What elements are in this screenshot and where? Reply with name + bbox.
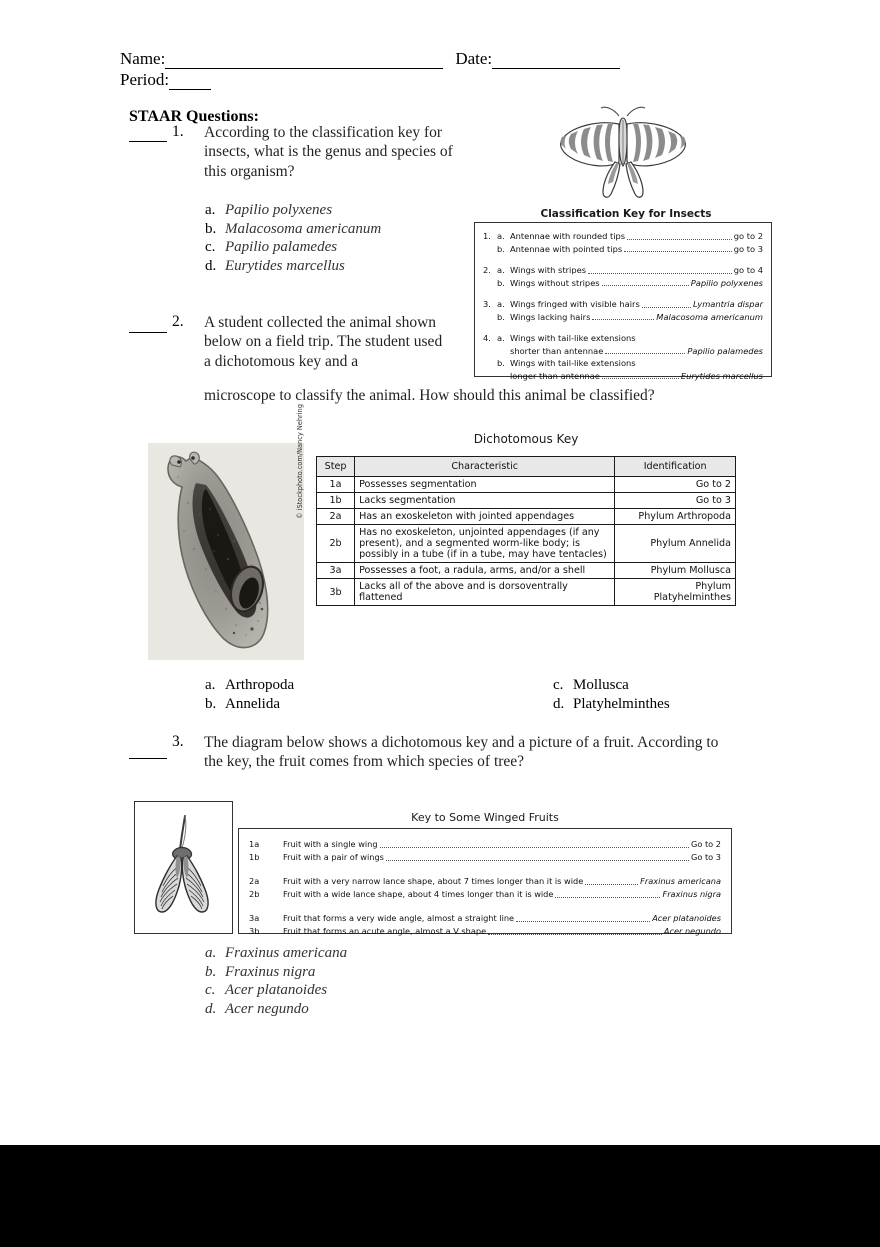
butterfly-illustration — [553, 104, 693, 202]
q3-choice-a[interactable] — [205, 944, 347, 963]
row-identification: Phylum Arthropoda — [615, 509, 736, 525]
row-step: 2a — [317, 509, 355, 525]
fk-g1-a-step: 1a — [249, 839, 260, 849]
fk-g3-b-step: 3b — [249, 926, 260, 936]
q2-choice-c[interactable] — [553, 676, 670, 695]
fk-g3-a-text: Fruit that forms a very wide angle, almost a straight line — [283, 913, 515, 923]
ik-g1-a-result: go to 2 — [733, 231, 763, 241]
table-row — [317, 525, 736, 563]
q1-choice-c-letter: c. — [205, 239, 216, 255]
ik-g2-b-sub: b. — [497, 277, 505, 288]
fk-g2-a-step: 2a — [249, 876, 260, 886]
q2-choice-d-letter: d. — [553, 695, 565, 712]
q3-choice-c-text: Acer platanoides — [225, 982, 328, 998]
fk-g2-a-result: Fraxinus americana — [640, 876, 721, 886]
q3-text: The diagram below shows a dichotomous key and a picture of a fruit. According to the key, the fruit comes from which species of tree? — [204, 734, 719, 771]
q3-choice-d[interactable] — [205, 1000, 347, 1019]
ik-g1-b-result: go to 3 — [733, 243, 763, 254]
q2-choice-b-text: Annelida — [225, 695, 280, 712]
q2-text-full: microscope to classify the animal. How should this animal be classified? — [204, 387, 655, 404]
fruit-key-entry — [249, 838, 721, 851]
q1-choice-b[interactable] — [205, 220, 381, 239]
q2-choices-left — [205, 676, 294, 713]
table-row — [317, 493, 736, 509]
q2-choice-c-text: Mollusca — [573, 677, 629, 693]
q2-number: 2. — [172, 313, 184, 330]
insect-key-entry-cont — [483, 345, 763, 358]
fk-g3-a-result: Acer platanoides — [652, 913, 721, 923]
leader-dots — [627, 231, 732, 240]
insect-key-group-4 — [483, 332, 763, 382]
flatworm-photo-icon — [148, 443, 304, 660]
q3-choices — [205, 944, 347, 1018]
row-identification: Phylum Annelida — [615, 525, 736, 563]
q2-choice-b[interactable] — [205, 695, 294, 714]
leader-dots — [642, 299, 691, 308]
fk-g1-a-result: Go to 2 — [691, 839, 721, 849]
leader-dots — [602, 277, 689, 286]
q3-number: 3. — [172, 733, 184, 750]
ik-g2-num: 2. — [483, 265, 491, 275]
fk-g1-b-result: Go to 3 — [691, 852, 721, 862]
q1-answer-blank[interactable] — [129, 140, 167, 142]
q1-choice-c[interactable] — [205, 238, 381, 257]
fruit-key-title: Key to Some Winged Fruits — [411, 811, 559, 824]
fruit-key-entry — [249, 875, 721, 888]
insect-key-entry — [483, 264, 763, 277]
leader-dots — [592, 311, 654, 320]
row-characteristic: Possesses segmentation — [355, 477, 615, 493]
ik-g4-b-text: Wings with tail-like extensions — [510, 358, 636, 368]
q1-choice-d-letter: d. — [205, 257, 217, 274]
fk-g3-b-text: Fruit that forms an acute angle, almost a V shape — [283, 926, 487, 936]
dichotomous-key-table — [316, 456, 736, 606]
ik-g2-a-sub: a. — [497, 265, 505, 275]
leader-dots — [585, 876, 638, 885]
period-input-line[interactable] — [169, 74, 211, 90]
q1-choice-d-text: Eurytides marcellus — [225, 257, 345, 274]
col-step: Step — [317, 457, 355, 477]
col-characteristic: Characteristic — [355, 457, 615, 477]
q1-choice-a-letter: a. — [205, 202, 216, 218]
q3-answer-blank[interactable] — [129, 757, 167, 759]
name-date-row — [120, 48, 760, 69]
leader-dots — [516, 913, 650, 922]
q1-choice-b-letter: b. — [205, 220, 217, 237]
photo-credit: © iStockphoto.com/Nancy Nehring — [296, 404, 304, 519]
name-input-line[interactable] — [165, 53, 443, 69]
ik-g4-b-cont: longer than antennae — [510, 370, 600, 381]
planarian-micrograph — [148, 443, 304, 660]
insect-key-entry-cont — [483, 370, 763, 383]
period-label: Period: — [120, 70, 170, 89]
q2-text-column: A student collected the animal shown below on a field trip. The student used a dichotomous key and a — [204, 314, 443, 370]
leader-dots — [488, 926, 662, 935]
ik-g3-num: 3. — [483, 299, 491, 309]
date-input-line[interactable] — [492, 53, 620, 69]
period-row — [120, 69, 760, 90]
fk-g1-b-text: Fruit with a pair of wings — [283, 852, 384, 862]
date-label: Date: — [455, 49, 493, 68]
row-characteristic: Possesses a foot, a radula, arms, and/or a shell — [355, 563, 615, 579]
insect-key-group-1 — [483, 230, 763, 255]
leader-dots — [624, 243, 732, 252]
q2-choice-d[interactable] — [553, 695, 670, 714]
q2-choice-a[interactable] — [205, 676, 294, 695]
insect-key-entry — [483, 311, 763, 324]
row-characteristic: Lacks segmentation — [355, 493, 615, 509]
row-identification: Phylum Platyhelminthes — [615, 579, 736, 606]
q2-answer-blank[interactable] — [129, 331, 167, 333]
insect-key-title: Classification Key for Insects — [540, 208, 712, 220]
table-header-row — [317, 457, 736, 477]
q2-choice-c-letter: c. — [553, 677, 564, 693]
row-step: 2b — [317, 525, 355, 563]
q1-text: According to the classification key for insects, what is the genus and species of this organism? — [204, 124, 453, 180]
row-characteristic: Lacks all of the above and is dorsoventrally flattened — [355, 579, 615, 606]
q1-choice-c-text: Papilio palamedes — [225, 239, 338, 255]
leader-dots — [605, 345, 685, 354]
ik-g3-b-text: Wings lacking hairs — [510, 311, 591, 322]
col-identification: Identification — [615, 457, 736, 477]
q2-choice-d-text: Platyhelminthes — [573, 695, 670, 712]
ik-g3-a-result: Lymantria dispar — [692, 299, 763, 309]
ik-g4-a-result: Papilio palamedes — [687, 345, 763, 356]
ik-g1-num: 1. — [483, 231, 491, 241]
q1-choice-b-text: Malacosoma americanum — [225, 220, 382, 237]
ik-g1-a-text: Antennae with rounded tips — [510, 231, 626, 241]
leader-dots — [386, 852, 689, 861]
row-identification: Go to 3 — [615, 493, 736, 509]
insect-key-entry — [483, 357, 763, 370]
row-identification: Phylum Mollusca — [615, 563, 736, 579]
q2-choices-right — [553, 676, 670, 713]
insect-key-entry — [483, 298, 763, 311]
fruit-key-group-2 — [249, 875, 721, 901]
insect-classification-key — [474, 222, 772, 381]
q2-choice-b-letter: b. — [205, 695, 217, 712]
fk-g2-a-text: Fruit with a very narrow lance shape, about 7 times longer than it is wide — [283, 876, 584, 886]
insect-key-group-3 — [483, 298, 763, 323]
row-step: 1b — [317, 493, 355, 509]
q3-choice-d-letter: d. — [205, 1000, 217, 1017]
fk-g3-a-step: 3a — [249, 913, 260, 923]
q3-choice-c-letter: c. — [205, 982, 216, 998]
q1-choices — [205, 201, 381, 275]
q3-choice-a-letter: a. — [205, 945, 217, 961]
ik-g3-a-sub: a. — [497, 299, 505, 309]
table-row — [317, 477, 736, 493]
section-title: STAAR Questions: — [129, 108, 259, 125]
ik-g3-b-result: Malacosoma americanum — [656, 311, 763, 322]
q1-choice-d[interactable] — [205, 257, 381, 276]
leader-dots — [588, 265, 732, 274]
q3-choice-d-text: Acer negundo — [225, 1000, 309, 1017]
ik-g3-a-text: Wings fringed with visible hairs — [510, 299, 640, 309]
q3-choice-c[interactable] — [205, 981, 347, 1000]
ik-g4-num: 4. — [483, 333, 491, 343]
ik-g1-b-sub: b. — [497, 243, 505, 254]
fruit-key-group-3 — [249, 912, 721, 938]
fk-g3-b-result: Acer negundo — [663, 926, 721, 936]
fruit-key-entry — [249, 851, 721, 864]
ik-g2-b-text: Wings without stripes — [510, 277, 600, 288]
page-bottom-band — [0, 1145, 880, 1247]
leader-dots — [380, 839, 689, 848]
q1-choice-a[interactable] — [205, 201, 381, 220]
table-row — [317, 579, 736, 606]
ik-g2-a-text: Wings with stripes — [510, 265, 587, 275]
row-characteristic: Has an exoskeleton with jointed appendages — [355, 509, 615, 525]
q3-choice-a-text: Fraxinus americana — [225, 945, 348, 961]
ik-g1-a-sub: a. — [497, 231, 505, 241]
row-step: 3a — [317, 563, 355, 579]
dichotomous-key-title: Dichotomous Key — [473, 432, 579, 446]
ik-g4-b-result: Eurytides marcellus — [680, 370, 763, 381]
ik-g4-a-text: Wings with tail-like extensions — [510, 333, 636, 343]
insect-key-entry — [483, 243, 763, 256]
samara-fruit-icon — [135, 802, 232, 933]
insect-key-entry — [483, 230, 763, 243]
fk-g1-b-step: 1b — [249, 852, 260, 862]
fk-g2-b-text: Fruit with a wide lance shape, about 4 times longer than it is wide — [283, 889, 554, 899]
ik-g2-a-result: go to 4 — [733, 265, 763, 275]
fruit-key-entry — [249, 925, 721, 938]
leader-dots — [555, 889, 660, 898]
ik-g4-b-sub: b. — [497, 358, 505, 368]
row-identification: Go to 2 — [615, 477, 736, 493]
fruit-key-entry — [249, 912, 721, 925]
leader-dots — [602, 370, 679, 379]
q3-choice-b[interactable] — [205, 963, 347, 982]
insect-key-entry — [483, 332, 763, 345]
ik-g1-b-text: Antennae with pointed tips — [510, 243, 623, 254]
name-label: Name: — [120, 49, 166, 68]
table-row — [317, 563, 736, 579]
q1-choice-a-text: Papilio polyxenes — [225, 202, 333, 218]
insect-key-entry — [483, 277, 763, 290]
ik-g4-a-cont: shorter than antennae — [510, 345, 604, 356]
q3-choice-b-text: Fraxinus nigra — [225, 963, 316, 980]
q3-choice-b-letter: b. — [205, 963, 217, 980]
ik-g2-b-result: Papilio polyxenes — [690, 277, 763, 288]
row-step: 1a — [317, 477, 355, 493]
fk-g1-a-text: Fruit with a single wing — [283, 839, 378, 849]
swallowtail-butterfly-icon — [553, 104, 693, 202]
q1-number: 1. — [172, 123, 184, 140]
winged-fruit-figure — [134, 801, 233, 934]
winged-fruits-key — [238, 828, 732, 934]
student-info-header — [120, 48, 760, 90]
fruit-key-group-1 — [249, 838, 721, 864]
ik-g4-a-sub: a. — [497, 333, 505, 343]
insect-key-group-2 — [483, 264, 763, 289]
row-characteristic: Has no exoskeleton, unjointed appendages (if any present), and a segmented worm-like body; is possibly in a tube (if in a tube, may have tentacles) — [355, 525, 615, 563]
q2-choice-a-letter: a. — [205, 677, 216, 693]
fruit-key-entry — [249, 888, 721, 901]
fk-g2-b-step: 2b — [249, 889, 260, 899]
q2-choice-a-text: Arthropoda — [225, 677, 295, 693]
ik-g3-b-sub: b. — [497, 311, 505, 322]
row-step: 3b — [317, 579, 355, 606]
table-row — [317, 509, 736, 525]
fk-g2-b-result: Fraxinus nigra — [662, 889, 721, 899]
